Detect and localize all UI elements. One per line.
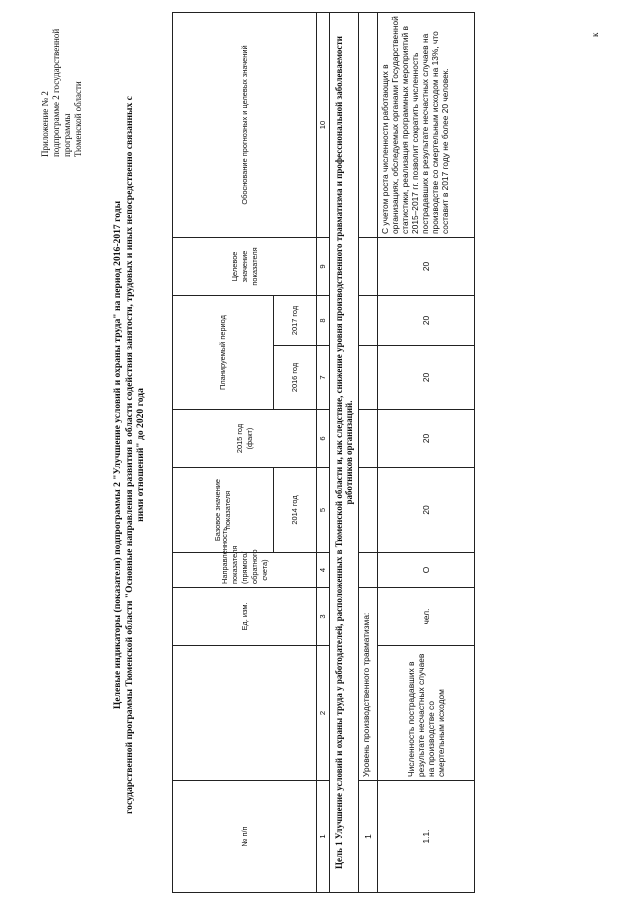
- appendix-line-1: Приложение № 2: [40, 91, 50, 157]
- empty-cell: [359, 346, 378, 410]
- header-planned: Планируемый период: [173, 295, 274, 409]
- header-target: Целевое значение показателя: [173, 237, 317, 295]
- title-line-3: ними отношений" до 2020 года: [135, 388, 146, 522]
- header-name: [173, 646, 317, 781]
- col-number: 5: [317, 468, 330, 553]
- empty-cell: [359, 295, 378, 345]
- document-title: [112, 65, 147, 845]
- appendix-line-3: Тюменской области: [73, 81, 83, 157]
- indicator-direction: О: [378, 553, 475, 588]
- title-line-2: государственной программы Тюменской области "Основные направления развития в области содействия занятости, трудовых и иных непосредственно связанных с: [123, 96, 135, 814]
- col-number: 6: [317, 410, 330, 468]
- header-justification: Обоснование прогнозных и целевых значений: [173, 12, 317, 237]
- column-number-row: [317, 12, 330, 892]
- col-number: 2: [317, 646, 330, 781]
- col-number: 9: [317, 237, 330, 295]
- appendix-line-2: подпрограмме 2 государственной программы: [51, 28, 72, 157]
- level-num: 1: [359, 781, 378, 893]
- col-number: 7: [317, 346, 330, 410]
- level-row: [359, 12, 378, 892]
- value-target: 20: [378, 237, 475, 295]
- col-number: 4: [317, 553, 330, 588]
- col-number: 8: [317, 295, 330, 345]
- indicator-name: Численность пострадавших в результате несчастных случаев на производстве со смертельным исходом: [378, 646, 475, 781]
- header-2017: 2017 год: [274, 295, 317, 345]
- corner-mark: к: [590, 32, 600, 37]
- appendix-note: [40, 7, 84, 157]
- col-number: 1: [317, 781, 330, 893]
- header-base-group: Базовое значение показателя: [173, 468, 274, 553]
- indicator-unit: чел.: [378, 588, 475, 646]
- value-base-2014: 20: [378, 468, 475, 553]
- value-2016: 20: [378, 346, 475, 410]
- empty-cell: [359, 237, 378, 295]
- header-2016: 2016 год: [274, 346, 317, 410]
- header-row-1: [173, 12, 274, 892]
- value-fact-2015: 20: [378, 410, 475, 468]
- empty-cell: [359, 468, 378, 553]
- goal-row: [330, 12, 359, 892]
- goal-text: Цель 1 Улучшение условий и охраны труда у работодателей, расположенных в Тюменской области и, как следствие, снижение уровня производственного травматизма и профессиональной заболеваемости работников организаций.: [330, 12, 359, 892]
- col-number: 3: [317, 588, 330, 646]
- justification-text: С учетом роста численности работающих в организациях, обследуемых органами Государственной статистики, реализация программных мероприятий в 2015–2017 гг. позволит сократить численность пострадавших в результате несчастных случаев на производстве со смертельным исходом на 13%, что составит в 2017 году не более 20 человек.: [378, 12, 475, 237]
- header-fact-2015: 2015 год (факт): [173, 410, 317, 468]
- empty-cell: [359, 410, 378, 468]
- level-text: Уровень производственного травматизма:: [359, 588, 378, 781]
- col-number: 10: [317, 12, 330, 237]
- header-num: № п/п: [173, 781, 317, 893]
- row-num: 1.1.: [378, 781, 475, 893]
- header-unit: Ед. изм.: [173, 588, 317, 646]
- value-2017: 20: [378, 295, 475, 345]
- table-row: [378, 12, 475, 892]
- title-line-1: Целевые индикаторы (показатели) подпрограммы 2 "Улучшение условий и охраны труда" на период 2016-2017 годы: [112, 200, 123, 710]
- indicators-table: [172, 12, 475, 893]
- empty-cell: [359, 12, 378, 237]
- header-base-2014: 2014 год: [274, 468, 317, 553]
- header-direction: Направленность показателя (прямого/обратного счета): [173, 553, 317, 588]
- empty-cell: [359, 553, 378, 588]
